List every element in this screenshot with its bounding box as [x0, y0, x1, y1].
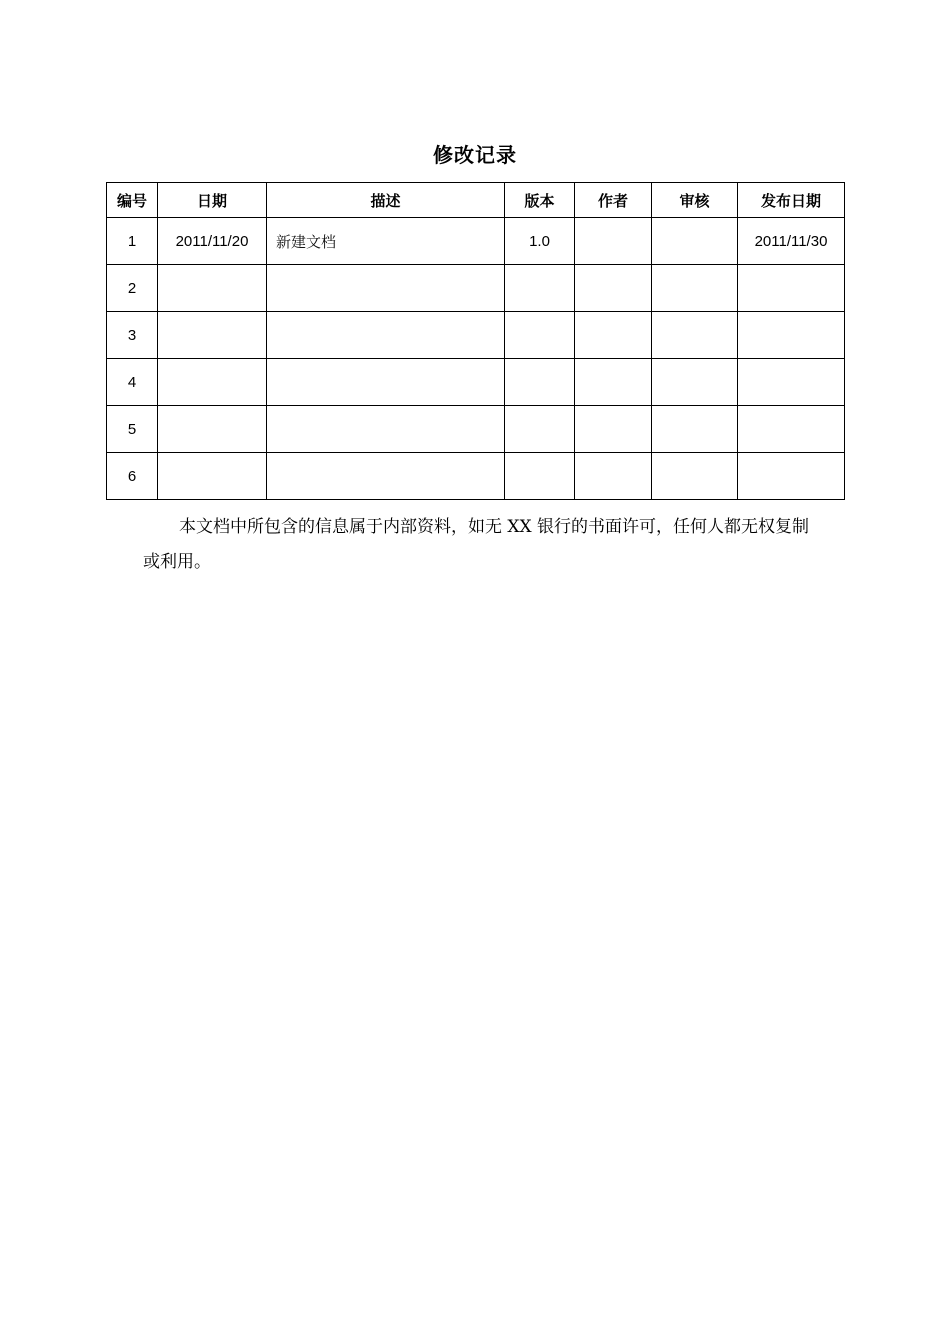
- cell-date: [158, 406, 267, 453]
- cell-description: 新建文档: [267, 218, 505, 265]
- cell-reviewer: [652, 312, 738, 359]
- header-description: 描述: [267, 183, 505, 218]
- cell-no: 2: [107, 265, 158, 312]
- cell-publish-date: [738, 265, 845, 312]
- cell-no: 4: [107, 359, 158, 406]
- cell-description: [267, 406, 505, 453]
- cell-no: 5: [107, 406, 158, 453]
- cell-author: [575, 453, 652, 500]
- table-row: [107, 453, 845, 500]
- header-publish-date: 发布日期: [738, 183, 845, 218]
- cell-publish-date: 2011/11/30: [738, 218, 845, 265]
- cell-author: [575, 265, 652, 312]
- cell-date: [158, 453, 267, 500]
- table-row: [107, 406, 845, 453]
- cell-version: 1.0: [505, 218, 575, 265]
- cell-date: [158, 312, 267, 359]
- confidentiality-notice: 本文档中所包含的信息属于内部资料，如无 XX 银行的书面许可，任何人都无权复制或利用。: [143, 517, 810, 572]
- cell-publish-date: [738, 453, 845, 500]
- cell-version: [505, 265, 575, 312]
- cell-publish-date: [738, 312, 845, 359]
- cell-no: 1: [107, 218, 158, 265]
- cell-description: [267, 359, 505, 406]
- revision-table: [106, 182, 845, 500]
- cell-author: [575, 406, 652, 453]
- cell-date: 2011/11/20: [158, 218, 267, 265]
- cell-version: [505, 406, 575, 453]
- cell-no: 3: [107, 312, 158, 359]
- cell-author: [575, 312, 652, 359]
- cell-description: [267, 265, 505, 312]
- cell-version: [505, 453, 575, 500]
- cell-date: [158, 359, 267, 406]
- header-version: 版本: [505, 183, 575, 218]
- cell-reviewer: [652, 359, 738, 406]
- header-reviewer: 审核: [652, 183, 738, 218]
- header-no: 编号: [107, 183, 158, 218]
- page-title: 修改记录: [433, 143, 517, 167]
- table-row: [107, 265, 845, 312]
- header-author: 作者: [575, 183, 652, 218]
- table-row: [107, 218, 845, 265]
- header-date: 日期: [158, 183, 267, 218]
- table-row: [107, 359, 845, 406]
- cell-reviewer: [652, 406, 738, 453]
- cell-version: [505, 359, 575, 406]
- cell-publish-date: [738, 406, 845, 453]
- cell-reviewer: [652, 218, 738, 265]
- cell-description: [267, 453, 505, 500]
- cell-version: [505, 312, 575, 359]
- cell-no: 6: [107, 453, 158, 500]
- cell-date: [158, 265, 267, 312]
- cell-reviewer: [652, 265, 738, 312]
- cell-description: [267, 312, 505, 359]
- table-row: [107, 312, 845, 359]
- cell-author: [575, 218, 652, 265]
- cell-author: [575, 359, 652, 406]
- cell-reviewer: [652, 453, 738, 500]
- cell-publish-date: [738, 359, 845, 406]
- table-header-row: [107, 183, 845, 218]
